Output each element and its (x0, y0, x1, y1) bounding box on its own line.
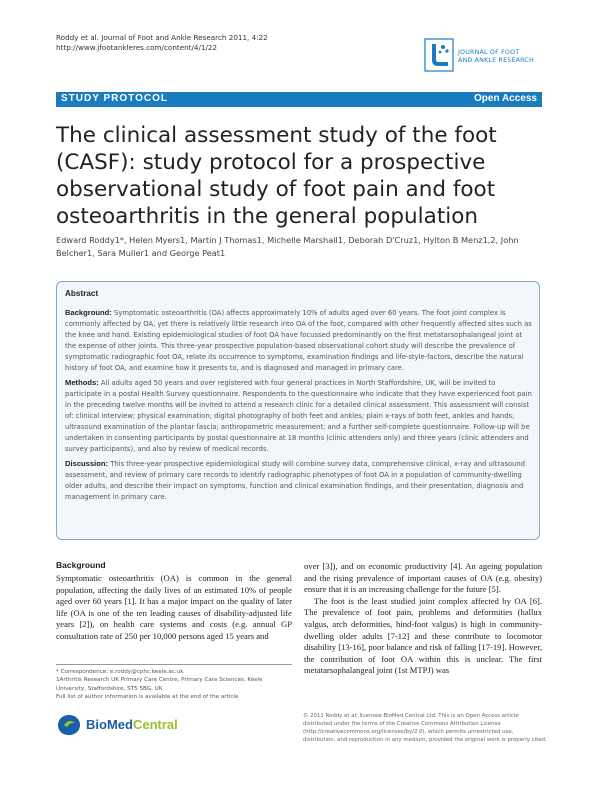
open-access-label: Open Access (474, 93, 537, 104)
footnotes (56, 664, 292, 702)
abstract-heading: Abstract (65, 289, 99, 298)
article-type-banner (56, 92, 542, 107)
journal-name: JOURNAL OF FOOT AND ANKLE RESEARCH (458, 49, 534, 64)
abstract-discussion: Discussion: This three-year prospective epidemiological study will combine survey data, comprehensive clinical, x-ray and ultrasound assessment, and review of primary care records to identify radiographic phenotypes of foot OA in a population of community-dwelling older adults, and describe their impact on symptoms, function and clinical examination findings, and their presentation, diagnosis and management in primary care. (65, 459, 525, 501)
citation-line: Roddy et al. Journal of Foot and Ankle Research 2011, 4:22 (56, 33, 268, 42)
body-column-left (56, 573, 292, 643)
body-column-right (304, 561, 542, 677)
body-paragraph: Symptomatic osteoarthritis (OA) is common in the general population, affecting the daily lives of an estimated 10% of people aged over 60 years [1]. It has a major impact on the quality of later life (OA is one of the ten leading causes of disability-adjusted life years [2]), on health care systems and costs (e.g. annual GP consultation rate of 250 per 10,000 persons aged 15 years and (56, 573, 292, 641)
article-type-label: STUDY PROTOCOL (61, 93, 168, 104)
affiliation-note: 1Arthritis Research UK Primary Care Centre, Primary Care Sciences, Keele University, Staffordshire, ST5 5BG, UK (56, 677, 263, 692)
abstract-methods: Methods: All adults aged 50 years and over registered with four general practices in North Staffordshire, UK, will be invited to participate in a postal Health Survey questionnaire. Respondents to the questionnaire who indicate that they have experienced foot pain in the preceding twelve months will be invited to attend a research clinic for a detailed clinical assessment. This assessment will consist of: clinical interview; physical examination; digital photography of both feet and ankles; plain x-rays of both feet, ankles and hands; ultrasound examination of the plantar fascia; anthropometric measurement; and a further self-complete questionnaire. Follow-up will be undertaken in consenting participants by postal questionnaire at 18 months (clinic attenders only) and three years (clinic attenders and survey participants), and also by review of medical records. (65, 378, 532, 453)
author-list: Edward Roddy1*, Helen Myers1, Martin J Thomas1, Michelle Marshall1, Deborah D'Cruz1, Hylton B Menz1,2, John Belcher1, Sara Muller1 and George Peat1 (56, 235, 519, 258)
journal-foot-icon (424, 38, 454, 72)
body-paragraph: over [3]), and on economic productivity [4]. An ageing population and the rising prevalence of important causes of OA (e.g. obesity) ensure that it is an increasing challenge for the future [5]. (304, 561, 542, 595)
running-header (56, 33, 268, 53)
publisher-logo (56, 713, 176, 737)
journal-logo (424, 38, 544, 74)
body-paragraph: The foot is the least studied joint complex affected by OA [6]. The prevalence of foot pain, problems and deformities (hallux valgus, arch deformities, hind-foot valgus) is high in community-dwelling older adults [7-12] and these contribute to locomotor disability [13-16], poor balance and risk of falling [17-19]. However, the contribution of foot OA within this is unclear. The first metatarsophalangeal joint (1st MTPJ) was (304, 595, 542, 676)
author-info-note: Full list of author information is available at the end of the article (56, 694, 239, 701)
biomed-central-icon (56, 713, 82, 737)
article-url[interactable]: http://www.jfootankleres.com/content/4/1/22 (56, 43, 218, 52)
license-statement: © 2011 Roddy et al; licensee BioMed Central Ltd. This is an Open Access article distributed under the terms of the Creative Commons Attribution License (http://creativecommons.org/licenses/by/2.0), which permits unrestricted use, distribution, and reproduction in any medium, provided the original work is properly cited. (303, 713, 547, 743)
correspondence-note: * Correspondence: e.roddy@cphc.keele.ac.uk (56, 669, 184, 675)
article-title: The clinical assessment study of the foot (CASF): study protocol for a prospective observational study of foot pain and foot osteoarthritis in the general population (56, 123, 497, 229)
section-heading-background: Background (56, 560, 106, 570)
publisher-name: BioMedCentral (86, 717, 178, 732)
abstract-box (56, 281, 540, 540)
abstract-background: Background: Symptomatic osteoarthritis (OA) affects approximately 10% of adults aged over 60 years. The foot joint complex is commonly affected by OA, yet there is relatively little research into OA of the foot, compared with other frequently affected sites such as the knee and hand. Existing epidemiological studies of foot OA have focussed predominantly on the first metatarsophalangeal joint at the expense of other joints. This three-year prospective population-based observational cohort study will describe the prevalence of symptomatic radiographic foot OA, relate its occurrence to symptoms, examination findings and life-style-factors, describe the natural history of foot OA, and examine how it presents to, and is diagnosed and managed in primary care. (65, 308, 532, 372)
abstract-body (65, 307, 533, 506)
